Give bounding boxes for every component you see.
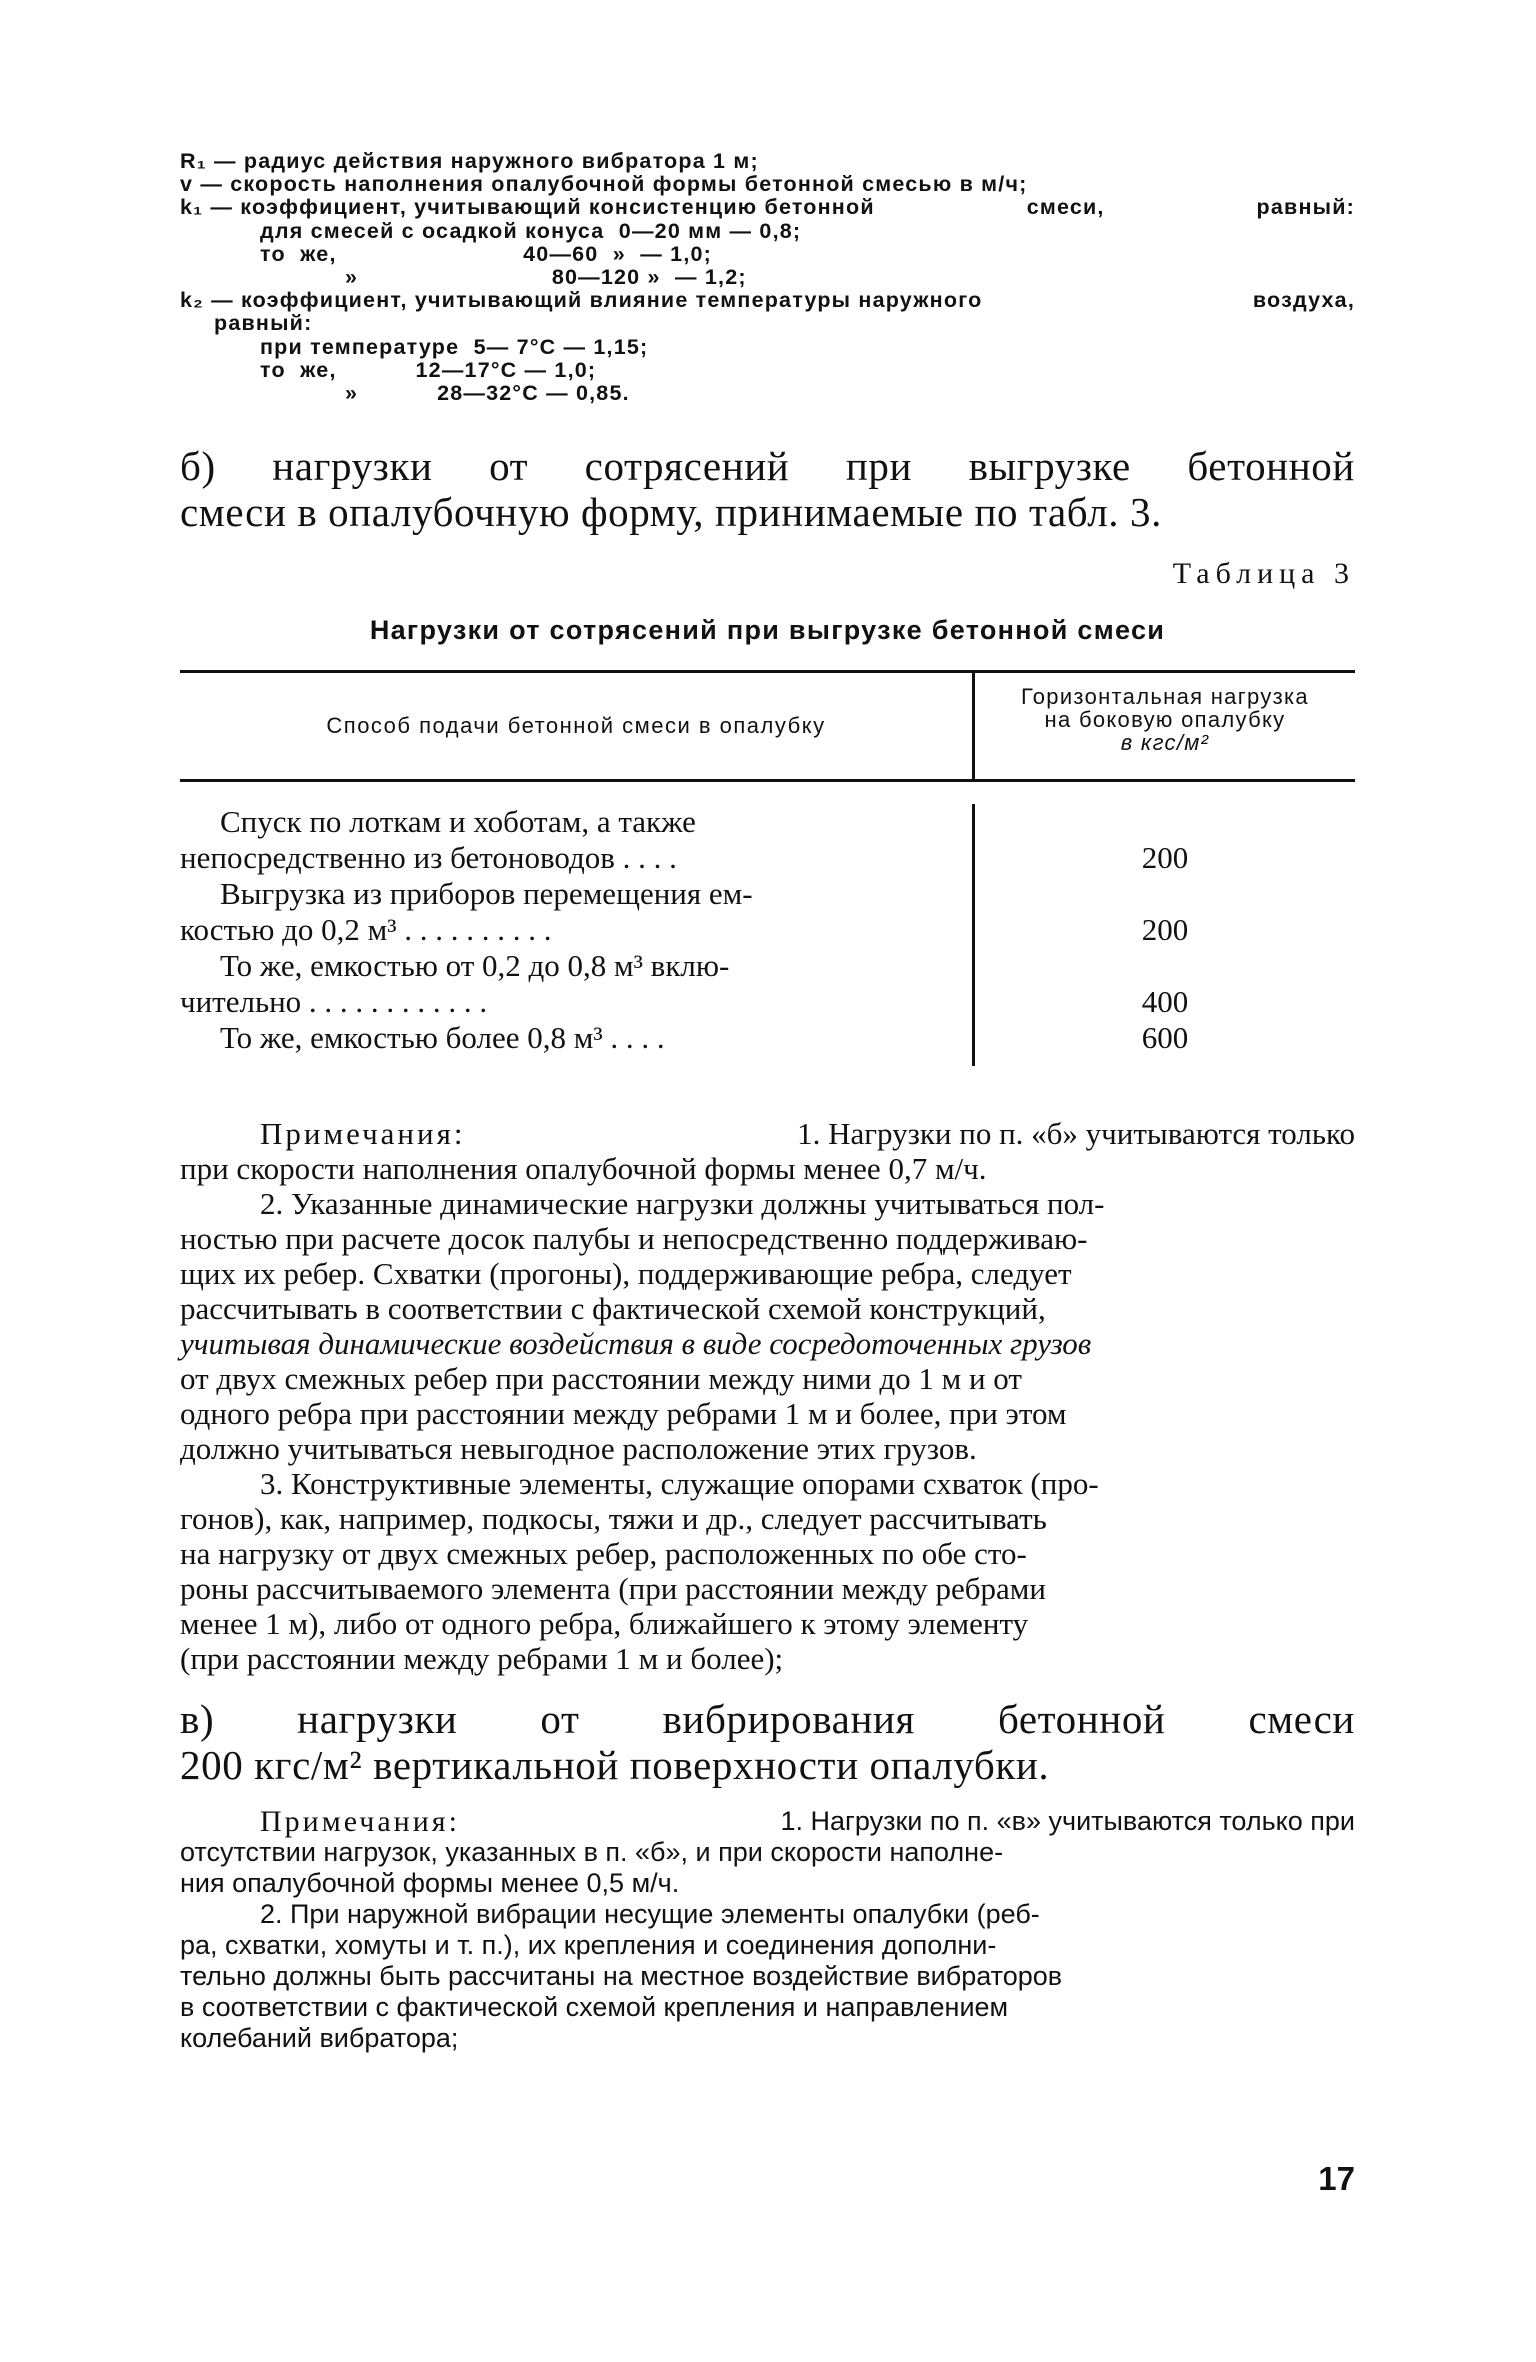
def-k2-text-2: воздуха,: [1252, 288, 1355, 313]
header-load-line: Горизонтальная нагрузка: [1021, 684, 1309, 710]
def-k2-value-1: при температуре 5— 7°C — 1,15;: [260, 334, 649, 359]
header-load-unit: в кгс/м²: [1120, 730, 1210, 756]
section-v-word: смеси: [1248, 1696, 1355, 1743]
definitions-block: [180, 150, 1355, 405]
section-b-heading: [180, 443, 1355, 535]
def-k2-text-3: равный:: [214, 311, 313, 336]
row-value: 400: [1141, 984, 1189, 1020]
loads-table: [180, 670, 1355, 1066]
section-b-line-2: смеси в опалубочную форму, принимаемые по табл. 3.: [180, 489, 1162, 536]
notes-label: Примечания:: [260, 1805, 460, 1839]
row-value: 600: [1141, 1020, 1189, 1056]
note-line: роны рассчитываемого элемента (при расстоянии между ребрами: [180, 1571, 1046, 1607]
def-k1-value-1: для смесей с осадкой конуса 0—20 мм — 0,8;: [260, 218, 802, 243]
document-page: [180, 150, 1355, 2054]
note-text: 1. Нагрузки по п. «б» учитываются только: [797, 1116, 1355, 1152]
note-line: ностью при расчете досок палубы и непосредственно поддерживаю-: [180, 1221, 1088, 1257]
def-v: v — скорость наполнения опалубочной формы бетонной смесью в м/ч;: [180, 172, 1028, 197]
section-v-line-1: [180, 1696, 1355, 1742]
table-values-column: [972, 804, 1355, 1066]
note-line: 2. Указанные динамические нагрузки должны учитываться пол-: [260, 1186, 1105, 1222]
note-line: колебаний вибратора;: [180, 2023, 459, 2054]
table-label: Таблица 3: [1172, 557, 1355, 591]
note-line: от двух смежных ребер при расстоянии между ними до 1 м и от: [180, 1361, 1022, 1397]
note-line: ра, схватки, хомуты и т. п.), их крепления и соединения дополни-: [180, 1930, 997, 1961]
row-text: чительно . . . . . . . . . . . .: [180, 984, 488, 1020]
section-v-word: вибрирования: [662, 1696, 915, 1743]
table-header: [180, 673, 1355, 782]
notes-label: Примечания:: [260, 1116, 466, 1152]
def-k1-value-2: то же, 40—60 » — 1,0;: [260, 241, 713, 266]
header-load-line: на боковую опалубку: [1044, 707, 1286, 733]
def-k2-value-2: то же, 12—17°C — 1,0;: [260, 357, 597, 382]
row-text: Спуск по лоткам и хоботам, а также: [220, 804, 696, 840]
note-line: 2. При наружной вибрации несущие элементы опалубки (реб-: [260, 1899, 1040, 1930]
note-line: [180, 1806, 1355, 1837]
section-v-word: бетонной: [997, 1696, 1166, 1743]
section-v-word: от: [540, 1696, 580, 1743]
def-k2-text: k₂ — коэффициент, учитывающий влияние температуры наружного: [180, 288, 983, 313]
section-v-word: нагрузки: [297, 1696, 458, 1743]
row-text: Выгрузка из приборов перемещения ем-: [220, 876, 753, 912]
table-row: [180, 948, 930, 1020]
def-k1: [180, 196, 1355, 219]
note-line: должно учитываться невыгодное расположение этих грузов.: [180, 1431, 977, 1467]
note-line: отсутствии нагрузок, указанных в п. «б», и при скорости наполне-: [180, 1837, 1004, 1868]
note-line: (при расстоянии между ребрами 1 м и более);: [180, 1641, 784, 1677]
table-methods-column: [180, 804, 930, 1066]
def-k1-text: k₁ — коэффициент, учитывающий консистенцию бетонной: [180, 195, 875, 220]
row-value: 200: [1141, 840, 1189, 876]
notes-b: [180, 1116, 1355, 1676]
note-line: щих их ребер. Схватки (прогоны), поддерживающие ребра, следует: [180, 1256, 1072, 1292]
row-value: 200: [1141, 912, 1189, 948]
section-b-word: сотрясений: [584, 443, 790, 490]
def-r1: R₁ — радиус действия наружного вибратора 1 м;: [180, 149, 759, 173]
table-row: [180, 804, 930, 876]
def-k1-text-2: смеси,: [1026, 195, 1105, 220]
note-line: гонов), как, например, подкосы, тяжи и др., следует рассчитывать: [180, 1501, 1047, 1537]
table-row: [180, 876, 930, 948]
note-line: [180, 1116, 1355, 1151]
section-b-line-1: [180, 443, 1355, 489]
def-k1-value-3: » 80—120 » — 1,2;: [345, 265, 747, 290]
section-b-word: б): [180, 443, 216, 490]
section-b-word: бетонной: [1187, 443, 1355, 490]
note-text: 1. Нагрузки по п. «в» учитываются только при: [780, 1806, 1355, 1837]
table-body: [180, 804, 1355, 1066]
note-line: на нагрузку от двух смежных ребер, расположенных по обе сто-: [180, 1536, 1027, 1572]
section-b-word: при: [845, 443, 913, 490]
section-v-heading: [180, 1696, 1355, 1788]
note-line: 3. Конструктивные элементы, служащие опорами схваток (про-: [260, 1466, 1099, 1502]
note-line: одного ребра при расстоянии между ребрами 1 м и более, при этом: [180, 1396, 1067, 1432]
note-line: ния опалубочной формы менее 0,5 м/ч.: [180, 1868, 680, 1899]
section-v-word: в): [180, 1696, 215, 1743]
note-line: в соответствии с фактической схемой крепления и направлением: [180, 1992, 1009, 2023]
def-k2-value-3: » 28—32°C — 0,85.: [345, 381, 630, 406]
page-number: 17: [1318, 2160, 1355, 2197]
def-k2: [180, 289, 1355, 312]
notes-v: [180, 1806, 1355, 2054]
note-line: учитывая динамические воздействия в виде сосредоточенных грузов: [180, 1326, 1092, 1362]
table-title: Нагрузки от сотрясений при выгрузке бетонной смеси: [369, 615, 1166, 646]
section-v-line-2: 200 кгс/м² вертикальной поверхности опалубки.: [180, 1742, 1050, 1789]
note-line: рассчитывать в соответствии с фактической схемой конструкций,: [180, 1291, 1046, 1327]
section-b-word: от: [489, 443, 529, 490]
row-text: костью до 0,2 м³ . . . . . . . . . .: [180, 912, 552, 948]
header-method: Способ подачи бетонной смеси в опалубку: [326, 713, 826, 739]
row-text: То же, емкостью более 0,8 м³ . . . .: [220, 1020, 665, 1056]
section-b-word: нагрузки: [272, 443, 433, 490]
note-line: менее 1 м), либо от одного ребра, ближайшего к этому элементу: [180, 1606, 1029, 1642]
row-text: непосредственно из бетоноводов . . . .: [180, 840, 677, 876]
section-b-word: выгрузке: [968, 443, 1131, 490]
def-k1-text-3: равный:: [1256, 195, 1355, 220]
note-line: при скорости наполнения опалубочной формы менее 0,7 м/ч.: [180, 1151, 987, 1187]
note-line: тельно должны быть рассчитаны на местное воздействие вибраторов: [180, 1961, 1063, 1992]
row-text: То же, емкостью от 0,2 до 0,8 м³ вклю-: [220, 948, 730, 984]
header-load: [972, 673, 1355, 779]
table-row: [180, 1020, 930, 1056]
